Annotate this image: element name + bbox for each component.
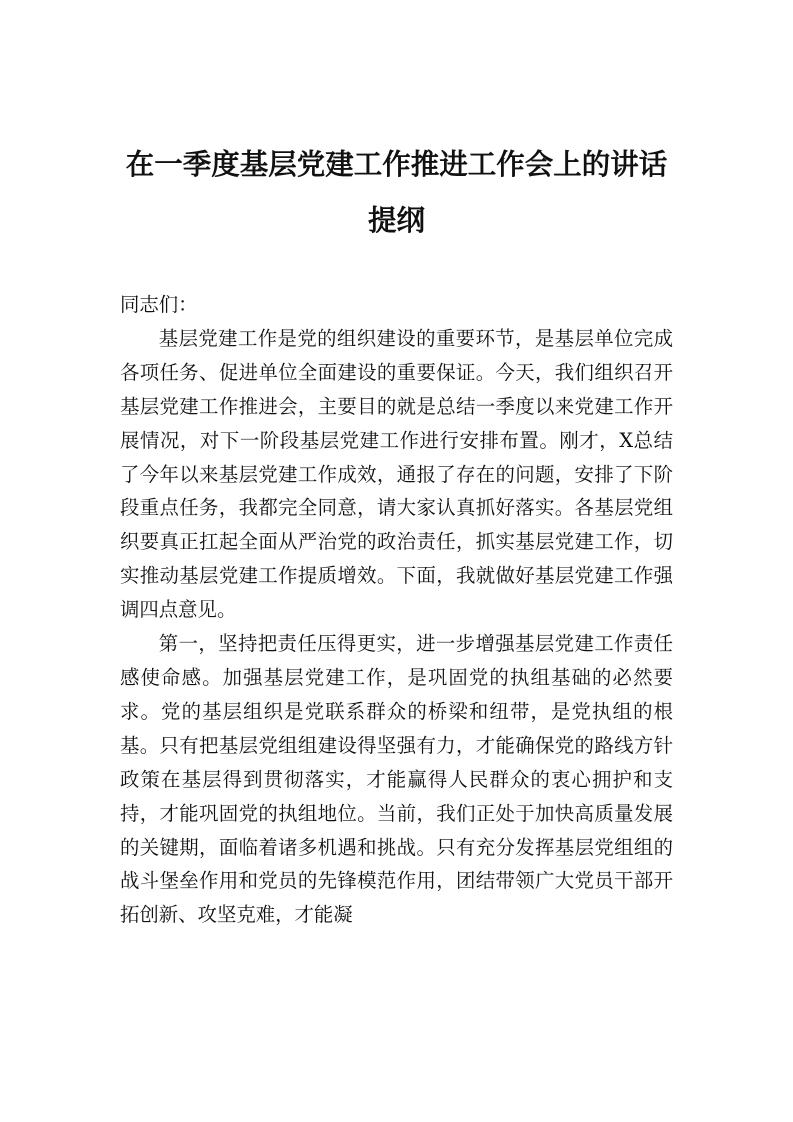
- document-body: [120, 288, 673, 932]
- document-title: 在一季度基层党建工作推进工作会上的讲话提纲: [125, 147, 668, 237]
- salutation: 同志们：: [120, 293, 198, 316]
- paragraph-point-one: 第一，坚持把责任压得更实，进一步增强基层党建工作责任感使命感。加强基层党建工作，是巩固党的执组基础的必然要求。党的基层组织是党联系群众的桥梁和纽带，是党执组的根基。只有把基层党组组建设得坚强有力，才能确保党的路线方针政策在基层得到贯彻落实，才能赢得人民群众的衷心拥护和支持，才能巩固党的执组地位。当前，我们正处于加快高质量发展的关键期，面临着诸多机遇和挑战。只有充分发挥基层党组组的战斗堡垒作用和党员的先锋模范作用，团结带领广大党员干部开拓创新、攻坚克难，才能凝: [120, 632, 673, 927]
- paragraph-intro: 基层党建工作是党的组织建设的重要环节，是基层单位完成各项任务、促进单位全面建设的重要保证。今天，我们组织召开基层党建工作推进会，主要目的就是总结一季度以来党建工作开展情况，对下一阶段基层党建工作进行安排布置。刚才，X总结了今年以来基层党建工作成效，通报了存在的问题，安排了下阶段重点任务，我都完全同意，请大家认真抓好落实。各基层党组织要真正扛起全面从严治党的政治责任，抓实基层党建工作，切实推动基层党建工作提质增效。下面，我就做好基层党建工作强调四点意见。: [120, 326, 673, 622]
